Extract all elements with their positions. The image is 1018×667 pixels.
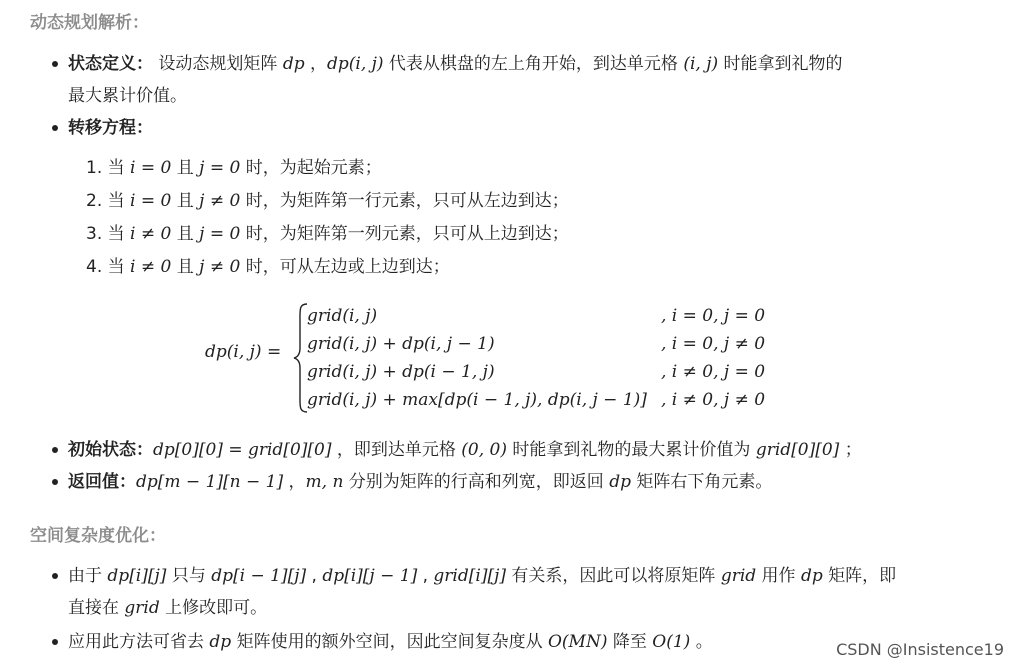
text: ， bbox=[304, 54, 327, 74]
csdn-watermark: CSDN @Insistence19 bbox=[836, 640, 1004, 659]
text: 时，为起始元素； bbox=[240, 158, 382, 178]
text: ，即到达单元格 bbox=[331, 440, 462, 460]
text: 只与 bbox=[166, 566, 212, 586]
math: dp[i][j] bbox=[107, 566, 167, 586]
case-item-3 bbox=[86, 218, 569, 250]
text: 代表从棋盘的左上角开始，到达单元格 bbox=[383, 54, 684, 74]
text: 当 bbox=[107, 257, 131, 277]
bullet bbox=[52, 573, 58, 579]
math: grid[0][0] bbox=[755, 440, 840, 460]
case-expr-1: grid(i, j) bbox=[307, 306, 378, 326]
math: dp bbox=[609, 472, 631, 492]
math: dp bbox=[209, 632, 232, 652]
case-expr-4: grid(i, j) + max[dp(i − 1, j), dp(i, j − 1)] bbox=[307, 390, 647, 410]
text: 且 bbox=[171, 158, 200, 178]
text: 矩阵使用的额外空间，因此空间复杂度从 bbox=[231, 632, 548, 652]
list-item-return-value bbox=[68, 466, 772, 498]
list-item-transition bbox=[68, 112, 153, 144]
text: 且 bbox=[171, 257, 200, 277]
return-label: 返回值： bbox=[68, 472, 136, 492]
text: 降至 bbox=[607, 632, 653, 652]
math: j = 0 bbox=[199, 158, 241, 178]
list-item-state-definition bbox=[68, 48, 843, 112]
math: grid bbox=[124, 598, 160, 618]
math: dp bbox=[282, 54, 305, 74]
transition-formula bbox=[205, 302, 805, 414]
section-heading-dp: 动态规划解析： bbox=[30, 13, 149, 33]
case-number: 1. bbox=[86, 158, 103, 178]
math: j = 0 bbox=[199, 224, 241, 244]
text: 时能拿到礼物的最大累计价值为 bbox=[507, 440, 756, 460]
text: 设动态规划矩阵 bbox=[153, 54, 283, 74]
case-number: 2. bbox=[86, 191, 103, 211]
text: 最大累计价值。 bbox=[68, 86, 187, 106]
transition-label: 转移方程： bbox=[68, 118, 153, 138]
case-number: 4. bbox=[86, 257, 103, 277]
case-item-1 bbox=[86, 152, 382, 184]
bullet bbox=[52, 447, 58, 453]
text: ， bbox=[283, 472, 306, 492]
text: 时能拿到礼物的 bbox=[718, 54, 843, 74]
math: (0, 0) bbox=[461, 440, 507, 460]
bullet bbox=[52, 639, 58, 645]
case-expr-3: grid(i, j) + dp(i − 1, j) bbox=[307, 362, 495, 382]
math: grid[i][j] bbox=[433, 566, 506, 586]
math: dp[0][0] = grid[0][0] bbox=[153, 440, 332, 460]
text: 上修改即可。 bbox=[159, 598, 268, 618]
state-label: 状态定义： bbox=[68, 54, 153, 74]
text: 矩阵，即 bbox=[822, 566, 897, 586]
case-cond-3: , i ≠ 0, j = 0 bbox=[661, 362, 766, 382]
text: 由于 bbox=[68, 566, 108, 586]
math: dp bbox=[800, 566, 823, 586]
text: ； bbox=[839, 440, 862, 460]
bullet bbox=[52, 125, 58, 131]
text: 应用此方法可省去 bbox=[68, 632, 210, 652]
section-heading-space: 空间复杂度优化： bbox=[30, 526, 166, 546]
case-expr-2: grid(i, j) + dp(i, j − 1) bbox=[307, 334, 495, 354]
math: i ≠ 0 bbox=[130, 257, 172, 277]
case-number: 3. bbox=[86, 224, 103, 244]
list-item-initial-state bbox=[68, 434, 862, 466]
text: 当 bbox=[107, 224, 131, 244]
math: O(MN) bbox=[547, 632, 608, 652]
text: 分别为矩阵的行高和列宽，即返回 bbox=[343, 472, 610, 492]
math: dp[m − 1][n − 1] bbox=[136, 472, 284, 492]
text: 有关系，因此可以将原矩阵 bbox=[506, 566, 721, 586]
case-cond-1: , i = 0, j = 0 bbox=[661, 306, 766, 326]
formula-lhs: dp(i, j) = bbox=[205, 342, 282, 362]
list-item-space-result bbox=[68, 626, 713, 658]
math: dp[i][j − 1] bbox=[322, 566, 418, 586]
math: dp[i − 1][j] bbox=[211, 566, 307, 586]
text: 直接在 bbox=[68, 598, 125, 618]
text: 时，为矩阵第一行元素，只可从左边到达； bbox=[240, 191, 569, 211]
bullet bbox=[52, 479, 58, 485]
math: i ≠ 0 bbox=[130, 224, 172, 244]
math: dp(i, j) bbox=[326, 54, 384, 74]
math: grid bbox=[720, 566, 757, 586]
case-cond-2: , i = 0, j ≠ 0 bbox=[661, 334, 766, 354]
math: j ≠ 0 bbox=[199, 257, 241, 277]
list-item-space-optimization bbox=[68, 560, 896, 624]
text: , bbox=[417, 566, 434, 586]
text: , bbox=[306, 566, 323, 586]
bullet bbox=[52, 61, 58, 67]
math: j ≠ 0 bbox=[199, 191, 241, 211]
case-cond-4: , i ≠ 0, j ≠ 0 bbox=[661, 390, 766, 410]
math: i = 0 bbox=[130, 191, 172, 211]
text: 当 bbox=[107, 158, 131, 178]
text: 用作 bbox=[756, 566, 801, 586]
math: m, n bbox=[305, 472, 344, 492]
text: 且 bbox=[171, 191, 200, 211]
text: 时，为矩阵第一列元素，只可从上边到达； bbox=[240, 224, 569, 244]
text: 时，可从左边或上边到达； bbox=[240, 257, 450, 277]
case-item-2 bbox=[86, 185, 569, 217]
text: 当 bbox=[107, 191, 131, 211]
init-label: 初始状态： bbox=[68, 440, 153, 460]
text: 。 bbox=[690, 632, 713, 652]
math: i = 0 bbox=[130, 158, 172, 178]
math: (i, j) bbox=[683, 54, 719, 74]
text: 且 bbox=[171, 224, 200, 244]
math: O(1) bbox=[652, 632, 691, 652]
case-item-4 bbox=[86, 251, 450, 283]
text: 矩阵右下角元素。 bbox=[630, 472, 773, 492]
